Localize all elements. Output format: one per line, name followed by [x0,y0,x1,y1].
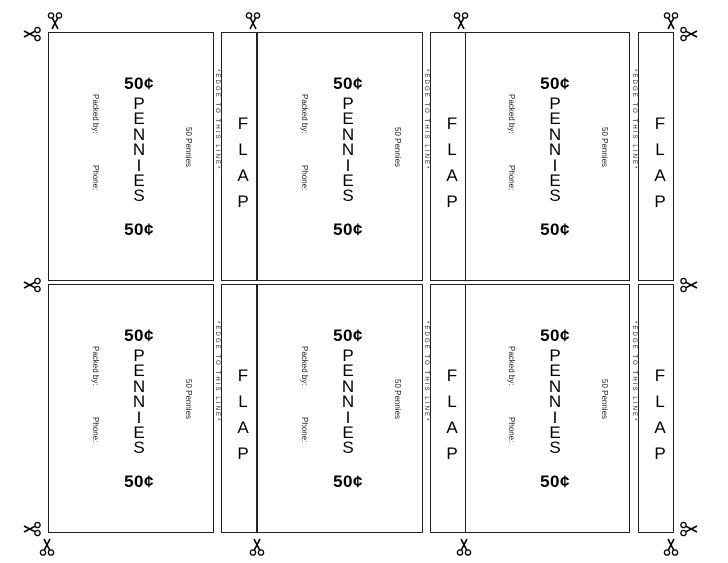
amount-top-label: 50¢ [124,74,154,93]
pennies-count-label: 50 Pennies [600,379,609,420]
scissors-icon [23,520,41,538]
flap-panel [631,32,674,281]
scissors-icon [662,538,680,556]
scissors-icon [46,12,64,30]
phone-label: Phone: [507,165,516,191]
edge-to-this-line-label: *EDGE TO THIS LINE* [214,321,220,423]
pennies-vertical-word: P E N N I E S [548,346,562,458]
flap-panel [214,32,257,281]
pennies-count-label: 50 Pennies [184,127,193,168]
phone-label: Phone: [91,165,100,191]
flap-panel [423,284,466,533]
packed-by-label: Packed by: [91,94,100,134]
flap-vertical-word: F L A P [446,114,458,211]
amount-bottom-label: 50¢ [540,220,570,239]
pennies-count-label: 50 Pennies [393,379,402,420]
flap-vertical-word: F L A P [654,114,666,211]
edge-to-this-line-label: *EDGE TO THIS LINE* [214,69,220,171]
pennies-count-label: 50 Pennies [393,127,402,168]
flap-panel [214,284,257,533]
packed-by-label: Packed by: [91,346,100,386]
scissors-icon [23,25,41,43]
flap-vertical-word: F L A P [237,366,249,463]
scissors-icon [23,276,41,294]
amount-bottom-label: 50¢ [540,472,570,491]
scissors-icon [680,520,698,538]
packed-by-label: Packed by: [507,346,516,386]
packed-by-label: Packed by: [300,346,309,386]
phone-label: Phone: [300,417,309,443]
scissors-icon [244,12,262,30]
packed-by-label: Packed by: [507,94,516,134]
edge-to-this-line-label: *EDGE TO THIS LINE* [631,69,637,171]
edge-to-this-line-label: *EDGE TO THIS LINE* [631,321,637,423]
flap-vertical-word: F L A P [446,366,458,463]
pennies-vertical-word: P E N N I E S [548,94,562,206]
scissors-icon [452,12,470,30]
edge-to-this-line-label: *EDGE TO THIS LINE* [423,69,429,171]
amount-bottom-label: 50¢ [124,220,154,239]
scissors-icon [662,12,680,30]
edge-to-this-line-label: *EDGE TO THIS LINE* [423,321,429,423]
scissors-icon [680,25,698,43]
coin-card [257,32,423,281]
flap-vertical-word: F L A P [237,114,249,211]
amount-bottom-label: 50¢ [333,220,363,239]
coin-card [464,32,630,281]
pennies-vertical-word: P E N N I E S [341,94,355,206]
coin-card [48,284,214,533]
scissors-icon [455,538,473,556]
coin-card [464,284,630,533]
amount-top-label: 50¢ [540,326,570,345]
coin-card [48,32,214,281]
pennies-count-label: 50 Pennies [600,127,609,168]
amount-top-label: 50¢ [333,74,363,93]
scissors-icon [248,538,266,556]
pennies-vertical-word: P E N N I E S [132,346,146,458]
phone-label: Phone: [300,165,309,191]
flap-vertical-word: F L A P [654,366,666,463]
phone-label: Phone: [91,417,100,443]
flap-panel [423,32,466,281]
coin-card [257,284,423,533]
scissors-icon [38,538,56,556]
amount-top-label: 50¢ [540,74,570,93]
scissors-icon [680,276,698,294]
pennies-count-label: 50 Pennies [184,379,193,420]
amount-top-label: 50¢ [124,326,154,345]
phone-label: Phone: [507,417,516,443]
pennies-vertical-word: P E N N I E S [132,94,146,206]
amount-top-label: 50¢ [333,326,363,345]
pennies-vertical-word: P E N N I E S [341,346,355,458]
packed-by-label: Packed by: [300,94,309,134]
flap-panel [631,284,674,533]
amount-bottom-label: 50¢ [333,472,363,491]
amount-bottom-label: 50¢ [124,472,154,491]
